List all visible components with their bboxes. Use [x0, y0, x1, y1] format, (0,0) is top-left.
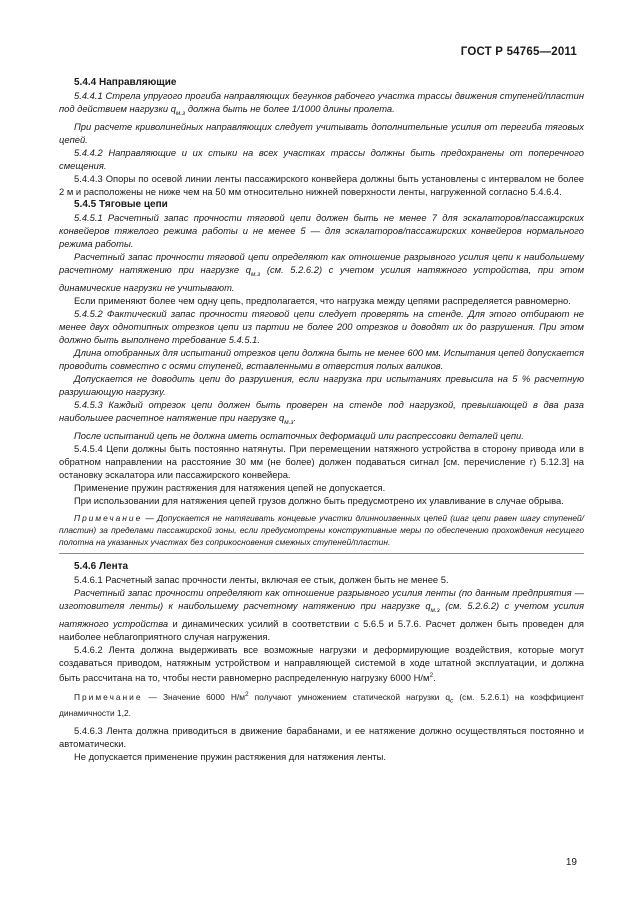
paragraph-chain-load-distribution: Если применяют более чем одну цепь, предполагается, что нагрузка между цепями распределяется равномерно.	[74, 294, 571, 306]
paragraph-5-4-5-2: 5.4.5.2 Фактический запас прочности тяговой цепи следует проверять на стенде. Для этого отбирают не менее двух однотипных отрезков цепи из партии не более 200 отрезков и доводят их до разрушения. При этом должно быть выполнено требование 5.4.5.1.	[59, 307, 584, 345]
section-5-4-6-heading: 5.4.6 Лента	[74, 560, 129, 572]
paragraph-5-4-5-1: 5.4.5.1 Расчетный запас прочности тяговой цепи должен быть не менее 7 для эскалаторов/пассажирских конвейеров тяжелого режима работы и не менее 5 — для эскалаторов/пассажирских конвейеров нормального режима работы.	[59, 211, 584, 249]
paragraph-5-4-4-3: 5.4.4.3 Опоры по осевой линии ленты пассажирского конвейера должны быть установлены с интервалом не более 2 м и расположены не ниже чем на 50 мм относительно нижней поверхности ленты, нагруженной согласно 5.4.6.4.	[59, 172, 584, 197]
note-belt-load: Примечание — Значение 6000 $Н/м^2$ получают умножением статической нагрузки $q_с$ (см. 5.2.6.1) на коэффициент динамичности 1,2.	[59, 690, 585, 719]
section-5-4-5-heading: 5.4.5 Тяговые цепи	[74, 198, 168, 210]
paragraph-5-4-6-2: 5.4.6.2 Лента должна выдерживать все возможные нагрузки и деформирующие воздействия, которые могут создаваться приводом, натяжным устройством и направляющей системой в ходе штатной эксплуатации, и должна быть рассчитана на то, чтобы нести равномерно распределенную нагрузку 6000 $Н/м^2$.	[59, 643, 584, 683]
paragraph-5-4-4-2: 5.4.4.2 Направляющие и их стыки на всех участках трассы должны быть предохранены от поперечного смещения.	[59, 146, 584, 171]
section-5-4-4-heading: 5.4.4 Направляющие	[74, 77, 177, 88]
section-divider	[59, 553, 584, 554]
paragraph-chain-sample-length: Длина отобранных для испытаний отрезков цепи должна быть не менее 600 мм. Испытания цепей допускается проводить совместно с осями ступеней, вставленными в отверстия полых валиков.	[59, 346, 584, 371]
paragraph-belt-safety-definition: Расчетный запас прочности определяют как отношение разрывного усилия ленты (по данным предприятия — изготовителя ленты) к наибольшему расчетному натяжению при нагрузке $q_{м.з}$ (см. 5.2.6.2) с учетом усилия натяжного устройства и динамических усилий в соответствии с 5.6.5 и 5.7.6. Расчет должен быть проведен для наиболее неблагоприятного случая нагружения.	[59, 586, 584, 642]
paragraph-5-4-6-1: 5.4.6.1 Расчетный запас прочности ленты, включая ее стык, должен быть не менее 5.	[74, 573, 449, 585]
paragraph-chain-weights-catching: При использовании для натяжения цепей грузов должно быть предусмотрено их улавливание в случае обрыва.	[74, 494, 564, 506]
paragraph-chain-test-load: Допускается не доводить цепи до разрушения, если нагрузка при испытаниях превысила на 5 % расчетную разрушающую нагрузку.	[59, 372, 584, 397]
page-number: 19	[565, 857, 577, 868]
paragraph-chain-after-test: После испытаний цепь не должна иметь остаточных деформаций или распрессовки деталей цепи.	[74, 429, 524, 441]
paragraph-5-4-4-1: 5.4.4.1 Стрела упругого прогиба направляющих бегунков рабочего участка трассы движения ступеней/пластин под действием нагрузки $q_{м.з}$ должна быть не более 1/1000 длины пролета.	[59, 90, 584, 117]
paragraph-5-4-5-4: 5.4.5.4 Цепи должны быть постоянно натянуты. При перемещении натяжного устройства в сторону привода или в обратном направлении на расстояние 30 мм (не более) должен подаваться сигнал [см. перечисление г) 5.12.3] на остановку эскалатора или пассажирского конвейера.	[59, 442, 584, 480]
page-body	[59, 76, 584, 763]
paragraph-guides-curved: При расчете криволинейных направляющих следует учитывать дополнительные усилия от перегиба тяговых цепей.	[59, 120, 584, 145]
paragraph-5-4-5-3: 5.4.5.3 Каждый отрезок цепи должен быть проверен на стенде под нагрузкой, превышающей в два раза наибольшее расчетное натяжение при нагрузке $q_{м.з}$.	[59, 398, 584, 426]
paragraph-chain-safety-definition: Расчетный запас прочности тяговой цепи определяют как отношение разрывного усилия цепи к наибольшему расчетному натяжению при нагрузке $q_{м.з}$ (см. 5.2.6.2) с учетом усилия натяжного устройства, при этом динамические нагрузки не учитывают.	[59, 250, 584, 293]
paragraph-no-tension-springs-chains: Применение пружин растяжения для натяжения цепей не допускается.	[74, 481, 386, 493]
document-standard-header: ГОСТ Р 54765—2011	[460, 46, 577, 58]
paragraph-5-4-6-3: 5.4.6.3 Лента должна приводиться в движение барабанами, и ее натяжение должно осуществляться постоянно и автоматически.	[59, 725, 584, 750]
note-chains: Примечание — Допускается не натягивать концевые участки длинноизвенных цепей (шаг цепи равен шагу ступеней/пластин) за пределами пассажирской зоны, если предусмотрены конструктивные меры по обеспечению прохождения несущего полотна на указанных участках без соприкосновения смежных ступеней/пластин.	[59, 512, 584, 547]
paragraph-no-tension-springs-belt: Не допускается применение пружин растяжения для натяжения ленты.	[74, 751, 387, 763]
